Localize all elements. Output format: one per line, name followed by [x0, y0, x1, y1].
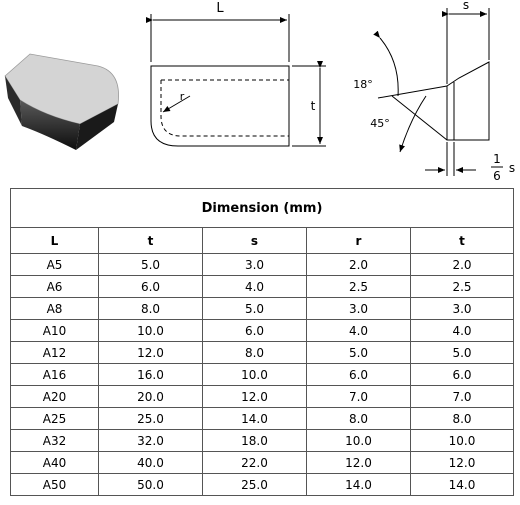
table-cell: 8.0: [99, 298, 203, 320]
table-cell: 3.0: [307, 298, 411, 320]
table-cell: A25: [11, 408, 99, 430]
table-cell: A12: [11, 342, 99, 364]
table-cell: 6.0: [99, 276, 203, 298]
table-cell: 6.0: [203, 320, 307, 342]
table-cell: 10.0: [307, 430, 411, 452]
table-cell: 2.5: [307, 276, 411, 298]
dimension-table: [10, 188, 514, 496]
table-cell: 10.0: [203, 364, 307, 386]
table-row: [11, 408, 514, 430]
table-cell: 2.0: [307, 254, 411, 276]
table-title: Dimension (mm): [11, 189, 514, 228]
table-cell: A6: [11, 276, 99, 298]
table-row: [11, 452, 514, 474]
table-cell: 18.0: [203, 430, 307, 452]
label-width: s: [462, 0, 470, 12]
table-cell: 32.0: [99, 430, 203, 452]
table-cell: A10: [11, 320, 99, 342]
side-view-outline: [151, 66, 289, 146]
table-row: [11, 276, 514, 298]
label-angle-45: 45°: [370, 117, 390, 130]
table-cell: A32: [11, 430, 99, 452]
table-cell: 5.0: [307, 342, 411, 364]
label-thickness: t: [310, 99, 316, 113]
table-cell: 12.0: [99, 342, 203, 364]
reference-line-18: [378, 86, 447, 98]
technical-drawing: [0, 0, 520, 190]
table-row: [11, 474, 514, 496]
table-cell: 5.0: [411, 342, 514, 364]
table-cell: 22.0: [203, 452, 307, 474]
table-title-row: [11, 189, 514, 228]
side-view: [151, 14, 326, 146]
label-length: L: [216, 1, 224, 16]
table-cell: 10.0: [411, 430, 514, 452]
fraction-variable: s: [508, 161, 516, 175]
end-view: [378, 8, 489, 176]
table-row: [11, 320, 514, 342]
label-angle-18: 18°: [353, 78, 373, 91]
table-cell: 8.0: [203, 342, 307, 364]
table-cell: 12.0: [411, 452, 514, 474]
table-cell: 8.0: [307, 408, 411, 430]
table-cell: 50.0: [99, 474, 203, 496]
table-cell: 6.0: [307, 364, 411, 386]
table-cell: 6.0: [411, 364, 514, 386]
reference-line-45: [392, 96, 447, 140]
table-row: [11, 430, 514, 452]
fraction-denominator: 6: [493, 169, 501, 183]
table-cell: A16: [11, 364, 99, 386]
table-cell: 8.0: [411, 408, 514, 430]
table-cell: 5.0: [203, 298, 307, 320]
column-header: L: [11, 228, 99, 254]
table-cell: 16.0: [99, 364, 203, 386]
table-row: [11, 386, 514, 408]
fraction-numerator: 1: [493, 152, 501, 166]
table-cell: A50: [11, 474, 99, 496]
table-cell: 7.0: [411, 386, 514, 408]
table-cell: 40.0: [99, 452, 203, 474]
table-body: [11, 254, 514, 496]
table-cell: 7.0: [307, 386, 411, 408]
table-cell: 14.0: [411, 474, 514, 496]
table-row: [11, 342, 514, 364]
table-cell: 3.0: [203, 254, 307, 276]
table-cell: 20.0: [99, 386, 203, 408]
table-cell: A5: [11, 254, 99, 276]
table-cell: 4.0: [203, 276, 307, 298]
table-cell: 14.0: [307, 474, 411, 496]
angle-arc-45: [400, 96, 426, 152]
column-header: t: [99, 228, 203, 254]
table-row: [11, 254, 514, 276]
end-view-outline: [447, 62, 489, 140]
table-cell: A40: [11, 452, 99, 474]
table-row: [11, 364, 514, 386]
radius-leader-line: [163, 96, 190, 112]
insert-3d-view: [5, 54, 119, 150]
column-header: t: [411, 228, 514, 254]
angle-arc-18: [380, 38, 398, 96]
table-cell: 2.5: [411, 276, 514, 298]
table-cell: 3.0: [411, 298, 514, 320]
table-cell: 10.0: [99, 320, 203, 342]
table-cell: 5.0: [99, 254, 203, 276]
table-cell: A20: [11, 386, 99, 408]
column-header: r: [307, 228, 411, 254]
table-cell: 4.0: [411, 320, 514, 342]
table-row: [11, 298, 514, 320]
table-cell: 12.0: [307, 452, 411, 474]
label-radius: r: [179, 90, 185, 103]
table-cell: A8: [11, 298, 99, 320]
table-cell: 25.0: [203, 474, 307, 496]
table-cell: 2.0: [411, 254, 514, 276]
table-header-row: [11, 228, 514, 254]
table-cell: 14.0: [203, 408, 307, 430]
side-view-dashed-profile: [161, 80, 289, 136]
table-cell: 4.0: [307, 320, 411, 342]
table-cell: 12.0: [203, 386, 307, 408]
table-cell: 25.0: [99, 408, 203, 430]
column-header: s: [203, 228, 307, 254]
